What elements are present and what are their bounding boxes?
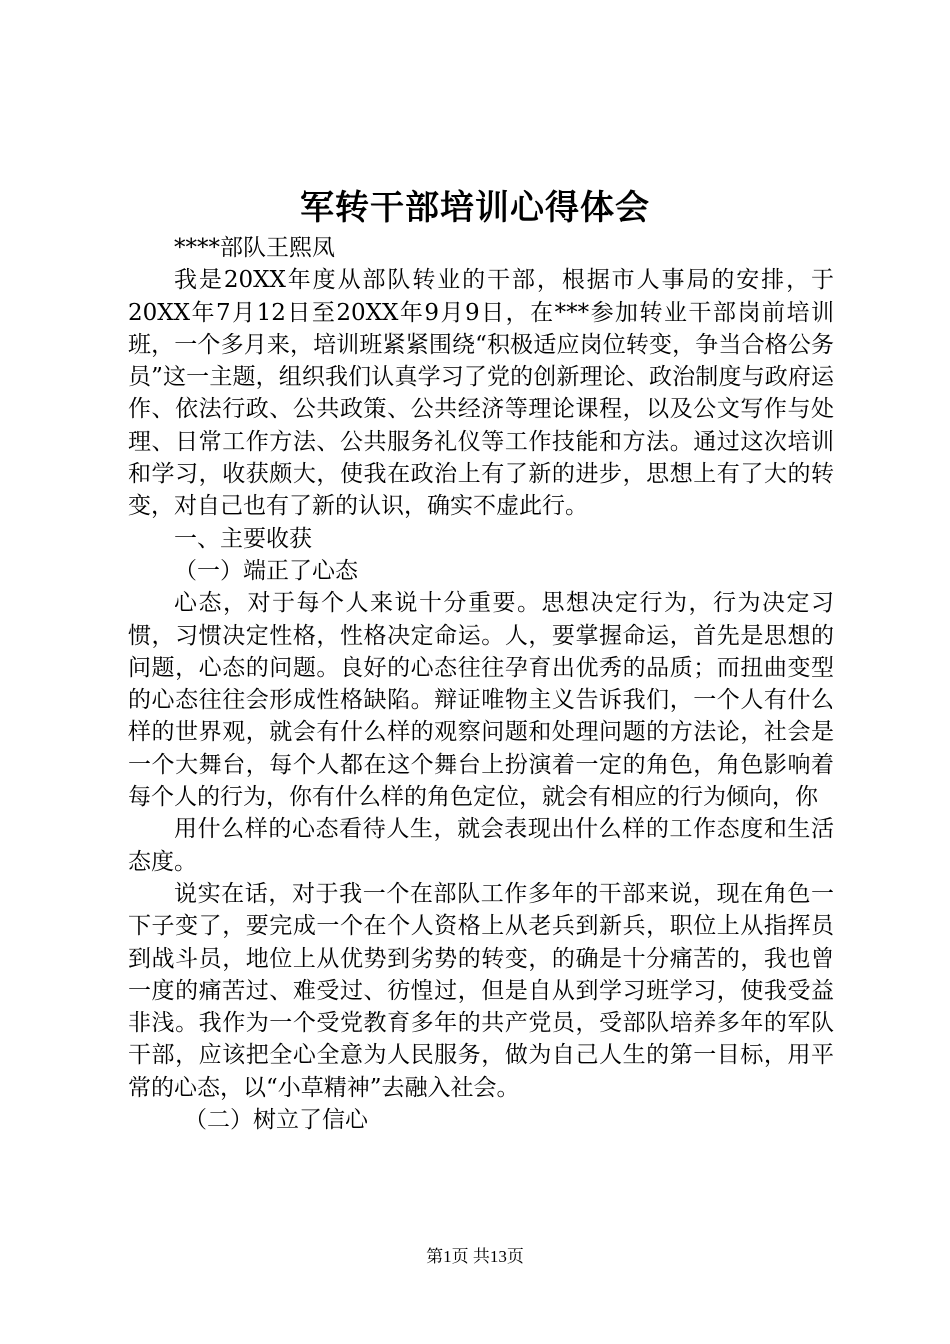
- paragraph: 心态，对于每个人来说十分重要。思想决定行为，行为决定习惯，习惯决定性格，性格决定命运。人，要掌握命运，首先是思想的问题，心态的问题。良好的心态往往孕育出优秀的品质；而扭曲变型的心态往往会形成性格缺陷。辩证唯物主义告诉我们，一个人有什么样的世界观，就会有什么样的观察问题和处理问题的方法论，社会是一个大舞台，每个人都在这个舞台上扮演着一定的角色，角色影响着每个人的行为，你有什么样的角色定位，就会有相应的行为倾向，你: [128, 590, 834, 811]
- paragraph: 我是20XX年度从部队转业的干部，根据市人事局的安排，于20XX年7月12日至20XX年9月9日，在***参加转业干部岗前培训班，一个多月来，培训班紧紧围绕“积极适应岗位转变，争当合格公务员”这一主题，组织我们认真学习了党的创新理论、政治制度与政府运作、依法行政、公共政策、公共经济等理论课程，以及公文写作与处理、日常工作方法、公共服务礼仪等工作技能和方法。通过这次培训和学习，收获颇大，使我在政治上有了新的进步，思想上有了大的转变，对自己也有了新的认识，确实不虚此行。: [128, 267, 834, 520]
- section-heading: 一、主要收获: [174, 525, 312, 552]
- author-line: ****部队王熙凤: [174, 235, 335, 261]
- subsection-heading: （一）端正了心态: [174, 557, 358, 584]
- paragraph: 用什么样的心态看待人生，就会表现出什么样的工作态度和生活态度。: [128, 816, 834, 875]
- document-body: [128, 232, 834, 1136]
- paragraph: 说实在话，对于我一个在部队工作多年的干部来说，现在角色一下子变了，要完成一个在个人资格上从老兵到新兵，职位上从指挥员到战斗员，地位上从优势到劣势的转变，的确是十分痛苦的，我也曾一度的痛苦过、难受过、彷惶过，但是自从到学习班学习，使我受益非浅。我作为一个受党教育多年的共产党员，受部队培养多年的军队干部，应该把全心全意为人民服务，做为自己人生的第一目标，用平常的心态，以“小草精神”去融入社会。: [128, 880, 834, 1101]
- page-footer: 第1页 共13页: [426, 1247, 524, 1266]
- subsection-heading: （二）树立了信心: [184, 1107, 368, 1134]
- document-title: 军转干部培训心得体会: [300, 188, 650, 228]
